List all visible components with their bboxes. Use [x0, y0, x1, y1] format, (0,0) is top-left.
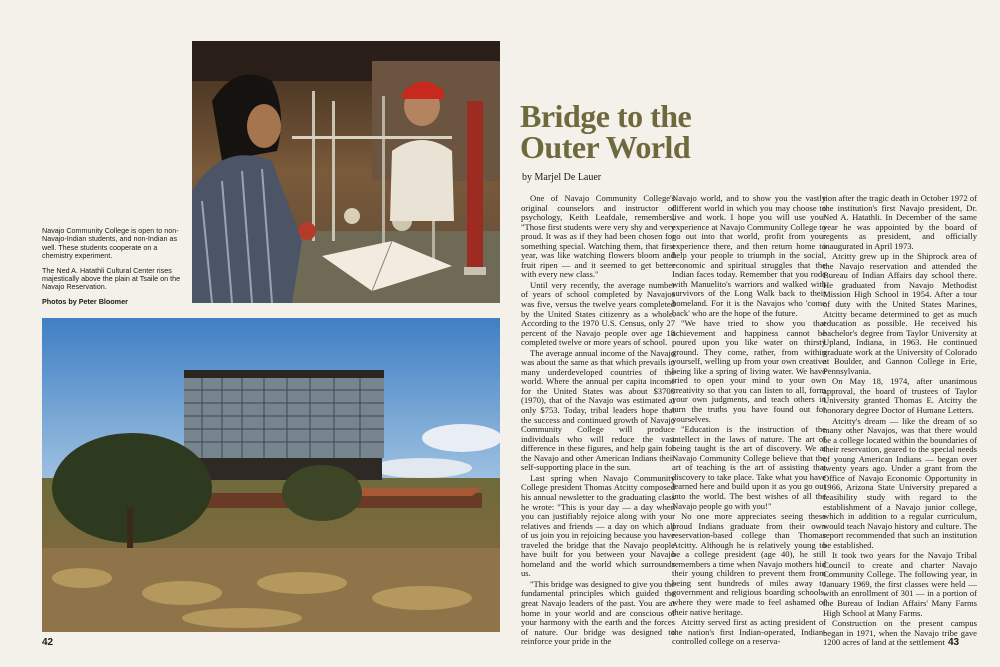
- paragraph: The average annual income of the Navajo was about the same as that which prevails in many underdeveloped countries of the world. Where the annual per capita income for the United States was about $3700 (1970), that of the Navajo was estimated at only $753. Today, tribal leaders hope that the success and continued growth of Navajo Community College will produce individuals who will reduce the vast difference in these figures, and help gain for the Navajo and other American Indians their self-supporting place in the sun.: [521, 347, 675, 473]
- caption-building-photo: The Ned A. Hatathli Cultural Center rises majestically above the plain at Tsaile on the Navajo Reservation.: [42, 265, 181, 292]
- article-column-1: [521, 194, 675, 648]
- paragraph: Construction on the present campus began in 1971, when the Navajo tribe gave 1200 acres of land at the settlement: [823, 618, 977, 648]
- paragraph: Atcitty's dream — like the dream of so many other Navajos, was that there would be a college located within the boundaries of their reservation, geared to the special needs of young American Indians — began over twenty years ago. Under a grant from the Office of Navajo Economic Opportunity in 1966, Arizona State University prepared a feasibility study with regard to the establishment of a Navajo junior college, which in addition to a regular curriculum, would teach Navajo history and culture. The report recommended that such an institution be established.: [823, 415, 977, 550]
- caption-lab-photo: Navajo Community College is open to non-Navajo-Indian students, and non-Indian as well. These students cooperate on a chemistry experiment.: [42, 226, 179, 261]
- page-number-right: 43: [948, 637, 960, 648]
- paragraph: No one more appreciates seeing these proud Indians graduate from their own reservation-based college than Thomas Atcitty. Although he is relatively young to be a college president (age 40), he still remembers a time when Navajo mothers hid their young children to prevent them from being sent hundreds of miles away to government and religious boarding schools, where they were made to feel ashamed of their native heritage.: [672, 511, 826, 617]
- paragraph: Atcitty served first as acting president of the nation's first Indian-operated, Indian-controlled college on a reserva-: [672, 617, 826, 647]
- cultural-center-photo: [42, 318, 500, 632]
- paragraph: Navajo world, and to show you the vastly different world in which you may choose to live and work. I hope you will use your experience at Navajo Community College to go out into that world, profit from your experience there, and then return home to help your people to triumph in the social, economic and spiritual struggles that the Indian faces today. Remember that you rode with Manuelito's warriors and walked with survivors of the Long Walk back to their homeland. For it is the Navajos who 'come back' who are the hope of the future.: [672, 193, 826, 318]
- paragraph: "This bridge was designed to give you the fundamental principles which guided the great Navajo leaders of the past. You are at home in your world and are conscious of your harmony with the earth and the forces of nature. Our bridge was designed to reinforce your pride in the: [521, 578, 675, 647]
- byline: by Marjel De Lauer: [522, 172, 602, 183]
- page-number-left: 42: [42, 637, 54, 648]
- article-title: [520, 98, 760, 165]
- paragraph: One of Navajo Community College's original counselors and instructor of psychology, Keith Leafdale, remembers, "Those first students were very shy and very proud. It was as if they had been chosen for something special. Watching them, that first year, was like watching flowers bloom and fruit ripen — and it seemed to get better with every new class.": [521, 193, 675, 280]
- title-line-1: Bridge to the: [520, 98, 692, 134]
- title-line-2: Outer World: [520, 129, 691, 165]
- photo-captions: [42, 227, 190, 312]
- paragraph: It took two years for the Navajo Tribal Council to create and charter Navajo Community College. The following year, in January 1969, the first classes were held — with an enrollment of 301 — in a portion of the Bureau of Indian Affairs' Many Farms High School at Many Farms.: [823, 550, 977, 618]
- paragraph: "We have tried to show you that achievement and happiness cannot be poured upon you like water on thirsty ground. They come, rather, from within yourself, welling up from your own creative being like a spring of living water. We have tried to open your mind to your own creativity so that you can listen to all, form your own judgments, and teach others in turn the truths you have found out for yourselves.: [672, 318, 826, 424]
- paragraph: Atcitty grew up in the Shiprock area of the Navajo reservation and attended the Bureau of Indian Affairs day school there. He graduated from Navajo Methodist Mission High School in 1954. After a tour of duty with the United States Marines, Atcitty became determined to get as much education as possible. He received his bachelor's degree from Taylor University at Upland, Indiana, in 1963. He continued graduate work at the University of Colorado at Boulder, and Gannon College in Erie, Pennsylvania.: [823, 251, 977, 376]
- article-column-3: [823, 194, 977, 649]
- paragraph: "Education is the instruction of the intellect in the laws of nature. The art of being taught is the art of discovery. We at Navajo Community College believe that the art of teaching is the art of assisting that discovery to take place. Take what you have learned here and build upon it as you go out into the world. The best wishes of all the Navajo people go with you!": [672, 424, 826, 511]
- lab-photo: [192, 41, 500, 303]
- paragraph: Until very recently, the average number of years of school completed by Navajos was five, versus the twelve years completed by the United States citizenry as a whole. According to the 1970 U.S. Census, only 27 percent of the Navajo people over age 18 completed twelve or more years of school.: [521, 279, 675, 348]
- photo-credit: Photos by Peter Bloomer: [42, 296, 128, 306]
- paragraph: On May 18, 1974, after unanimous approval, the board of trustees of Taylor University granted Thomas E. Atcitty the honorary degree Doctor of Humane Letters.: [823, 376, 977, 416]
- paragraph: tion after the tragic death in October 1972 of the institution's first Navajo president, Dr. Ned A. Hatathli. In December of the same year he was appointed by the board of regents as president, and officially inaugurated in April 1973.: [823, 193, 977, 251]
- article-column-2: [672, 194, 826, 648]
- paragraph: Last spring when Navajo Community College president Thomas Atcitty composed his annual newsletter to the graduating class he wrote: "This is your day — a day when you can justifiably rejoice along with your relatives and friends — a day on which all of us join you in rejoicing because you have traveled the bridge that the Navajo people have built for you between your Navajo homeland and the world which surrounds us.: [521, 472, 675, 579]
